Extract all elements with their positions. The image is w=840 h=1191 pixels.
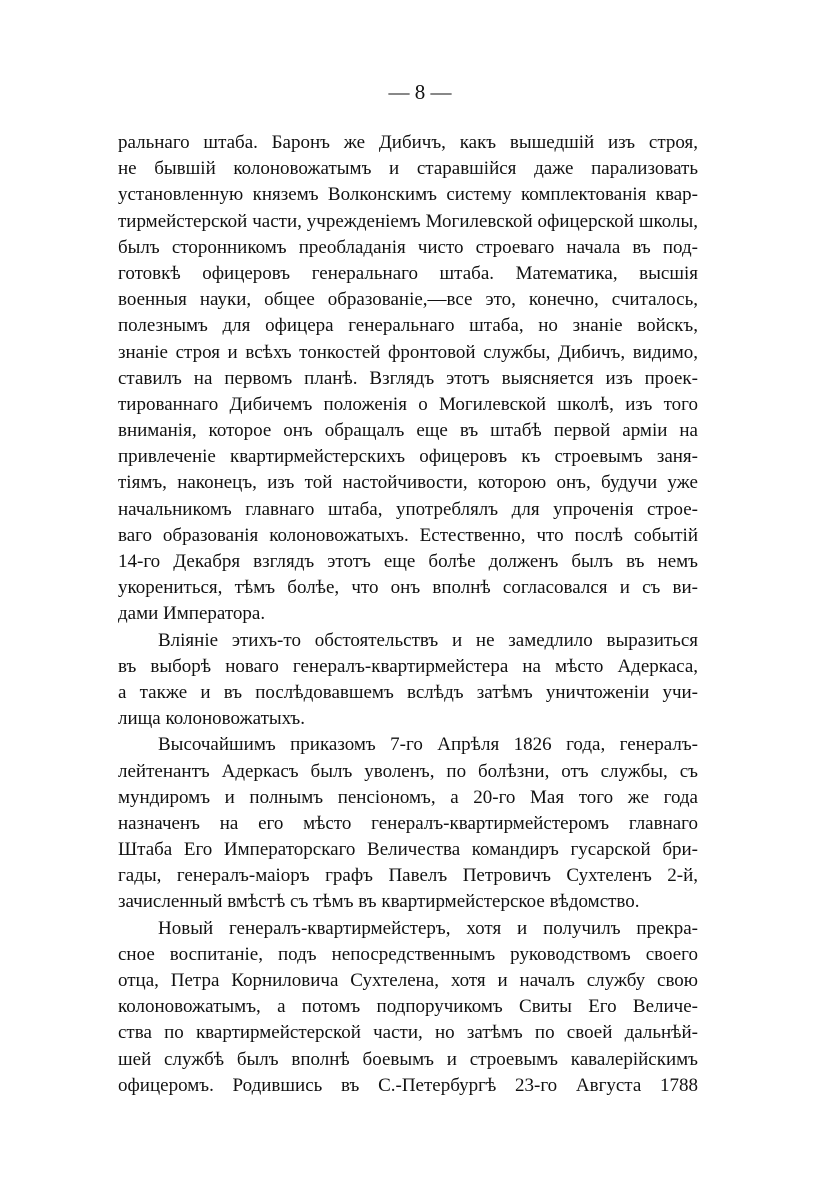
text-line: вниманія, которое онъ обращалъ еще въ штабѣ первой арміи на [118,420,698,442]
text-line: а также и въ послѣдовавшемъ вслѣдъ затѣмъ уничтоженіи учи- [118,681,698,703]
text-line: знаніе строя и всѣхъ тонкостей фронтовой службы, Дибичъ, видимо, [118,341,698,363]
text-line: дами Императора. [118,603,266,625]
paragraph [118,130,698,628]
text-line: ральнаго штаба. Баронъ же Дибичъ, какъ вышедшій изъ строя, [118,132,698,153]
text-line: ства по квартирмейстерской части, но затѣмъ по своей дальнѣй- [118,1022,698,1044]
text-line: гады, генералъ-маіоръ графъ Павелъ Петровичъ Сухтеленъ 2-й, [118,865,698,887]
page-number: — 8 — [388,80,452,104]
paragraph [118,916,698,1099]
text-line: начальникомъ главнаго штаба, употреблялъ для упроченія строе- [118,498,698,520]
text-line: лейтенантъ Адеркасъ былъ уволенъ, по болѣзни, отъ службы, съ [118,760,698,782]
text-line: укорениться, тѣмъ болѣе, что онъ вполнѣ согласовался и съ ви- [118,577,698,599]
body-text [118,130,698,1099]
text-line: колоновожатымъ, а потомъ подпоручикомъ Свиты Его Величе- [118,996,698,1018]
text-line: Новый генералъ-квартирмейстеръ, хотя и получилъ прекра- [158,917,698,939]
text-line: шей службѣ былъ вполнѣ боевымъ и строевымъ кавалерійскимъ [118,1048,698,1070]
text-line: Штаба Его Императорскаго Величества командиръ гусарской бри- [118,839,698,861]
text-line: установленную княземъ Волконскимъ систему комплектованія квар- [118,184,698,206]
text-line: въ выборѣ новаго генералъ-квартирмейстера на мѣсто Адеркаса, [118,655,698,677]
text-line: ваго образованія колоновожатыхъ. Естественно, что послѣ событій [118,524,698,546]
text-line: Высочайшимъ приказомъ 7-го Апрѣля 1826 года, генералъ- [158,734,698,756]
paragraph [118,628,698,733]
text-line: Вліяніе этихъ-то обстоятельствъ и не замедлило выразиться [158,629,698,651]
text-line: тіямъ, наконецъ, изъ той настойчивости, которою онъ, будучи уже [118,472,698,494]
text-line: готовкѣ офицеровъ генеральнаго штаба. Математика, высшія [118,262,698,284]
text-line: офицеромъ. Родившись въ С.-Петербургѣ 23-го Августа 1788 [118,1074,698,1096]
paragraph [118,732,698,915]
text-line: назначенъ на его мѣсто генералъ-квартирмейстеромъ главнаго [118,812,698,834]
text-line: привлеченіе квартирмейстерскихъ офицеровъ къ строевымъ заня- [118,446,698,468]
text-line: полезнымъ для офицера генеральнаго штаба, но знаніе войскъ, [118,315,698,337]
text-line: 14-го Декабря взглядъ этотъ еще болѣе долженъ былъ въ немъ [118,551,698,572]
text-line: тирмейстерской части, учрежденіемъ Могилевской офицерской школы, [118,210,698,232]
text-line: отца, Петра Корниловича Сухтелена, хотя и началъ службу свою [118,970,698,991]
text-line: зачисленный вмѣстѣ съ тѣмъ въ квартирмейстерское вѣдомство. [118,891,640,913]
text-line: ставилъ на первомъ планѣ. Взглядъ этотъ выясняется изъ проек- [118,367,698,389]
text-line: лища колоновожатыхъ. [118,708,305,730]
text-line: военныя науки, общее образованіе,—все это, конечно, считалось, [118,289,698,311]
text-line: сное воспитаніе, подъ непосредственнымъ руководствомъ своего [118,943,698,965]
text-line: не бывшій колоновожатымъ и старавшійся даже парализовать [118,158,698,180]
text-line: мундиромъ и полнымъ пенсіономъ, а 20-го Мая того же года [118,786,698,808]
text-line: тированнаго Дибичемъ положенія о Могилевской школѣ, изъ того [118,393,698,415]
text-line: былъ сторонникомъ преобладанія чисто строеваго начала въ под- [118,236,698,258]
